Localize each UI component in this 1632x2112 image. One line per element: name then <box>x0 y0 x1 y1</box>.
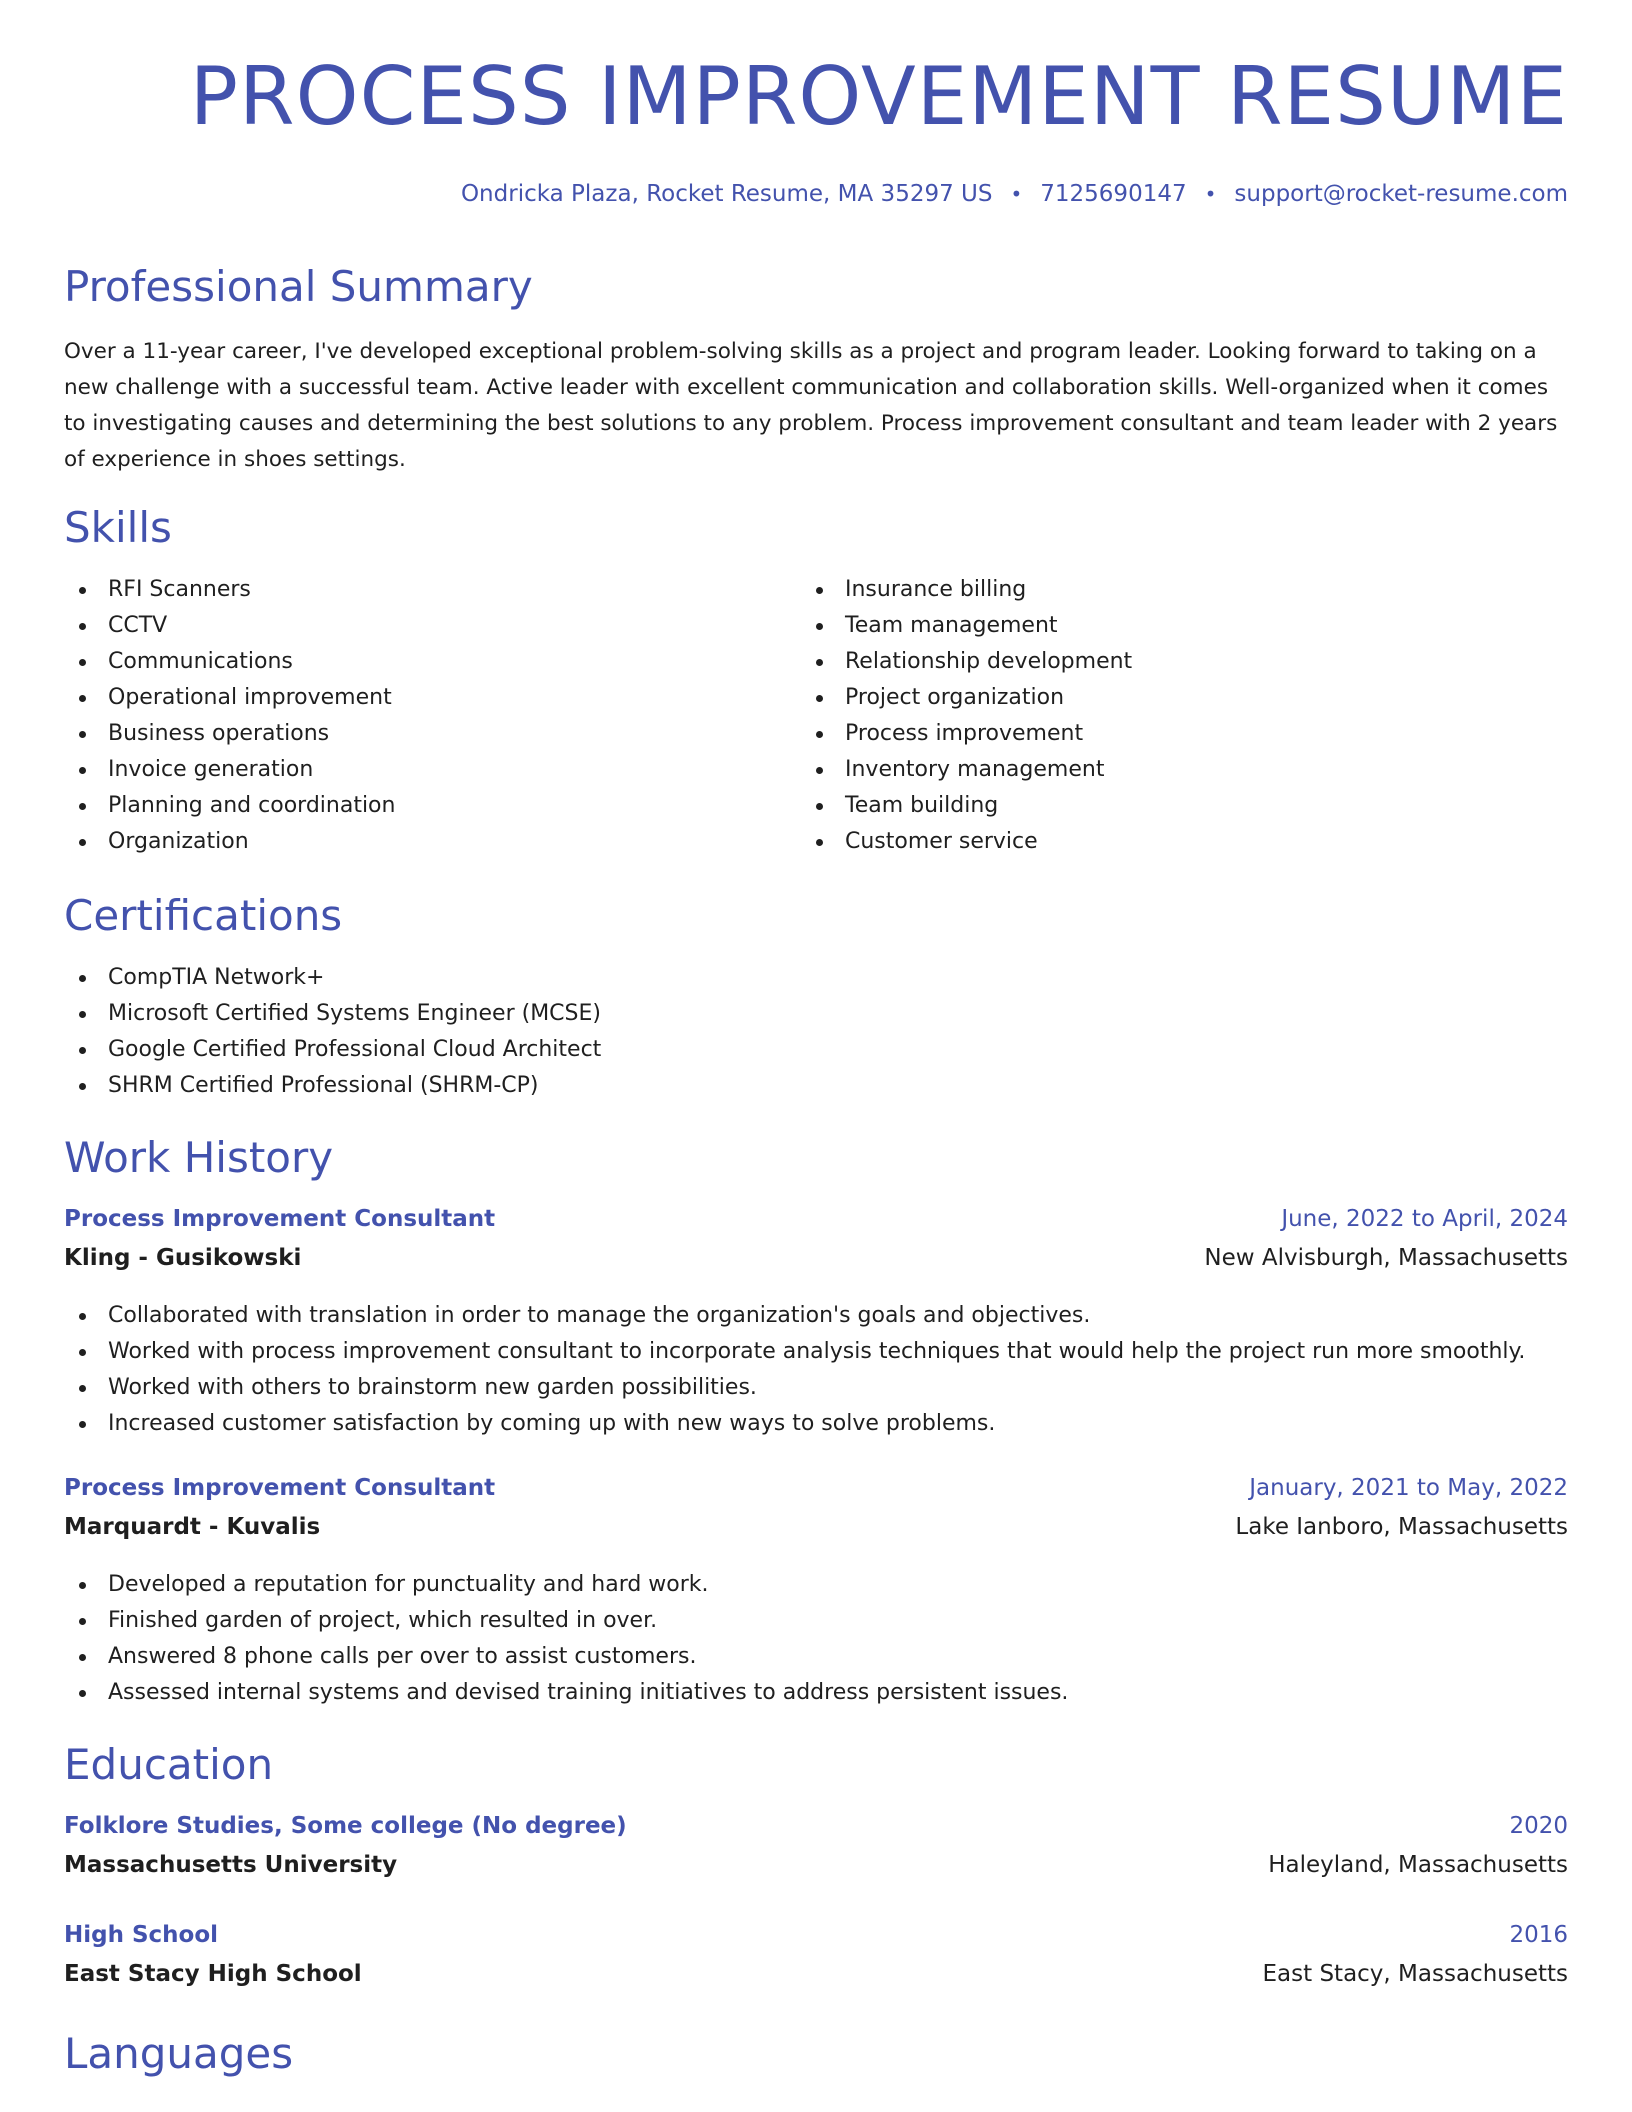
education-degree: High School <box>64 1922 219 1948</box>
education-header <box>64 1922 1568 1948</box>
work-history-heading: Work History <box>64 1133 334 1182</box>
list-item: Collaborated with translation in order to manage the organization's goals and objectives. <box>64 1298 1525 1334</box>
job-company: Kling - Gusikowski <box>64 1245 302 1271</box>
education-degree: Folklore Studies, Some college (No degree) <box>64 1813 627 1839</box>
contact-separator: • <box>1204 182 1217 206</box>
list-item: Developed a reputation for punctuality and hard work. <box>64 1567 1068 1603</box>
skills-list-right <box>801 572 1132 860</box>
resume-title: PROCESS IMPROVEMENT RESUME <box>189 50 1568 143</box>
list-item: Inventory management <box>801 752 1132 788</box>
job-company-row <box>64 1245 1568 1271</box>
list-item: Organization <box>64 824 395 860</box>
summary-text: Over a 11-year career, I've developed exceptional problem-solving skills as a project and program leader. Looking forward to taking on a new challenge with a successful team. Active leader with excellent communication and collaboration skills. Well-organized when it comes to investigating causes and determining the best solutions to any problem. Process improvement consultant and team leader with 2 years of experience in shoes settings. <box>64 339 1558 472</box>
education-year: 2016 <box>1509 1922 1568 1948</box>
job-dates: June, 2022 to April, 2024 <box>1281 1206 1568 1232</box>
list-item: Google Certified Professional Cloud Architect <box>64 1032 601 1068</box>
certifications-list <box>64 960 601 1104</box>
job-header <box>64 1475 1568 1501</box>
education-heading: Education <box>64 1740 274 1789</box>
job-bullets <box>64 1567 1068 1711</box>
summary-heading: Professional Summary <box>64 262 533 311</box>
list-item: Microsoft Certified Systems Engineer (MCSE) <box>64 996 601 1032</box>
list-item: Assessed internal systems and devised training initiatives to address persistent issues. <box>64 1675 1068 1711</box>
languages-heading: Languages <box>64 2029 294 2078</box>
contact-address: Ondricka Plaza, Rocket Resume, MA 35297 US <box>460 181 993 207</box>
contact-email[interactable]: support@rocket-resume.com <box>1234 181 1568 207</box>
education-location: Haleyland, Massachusetts <box>1268 1852 1568 1878</box>
education-header <box>64 1813 1568 1839</box>
list-item: Worked with others to brainstorm new garden possibilities. <box>64 1370 1525 1406</box>
list-item: CompTIA Network+ <box>64 960 601 996</box>
list-item: Increased customer satisfaction by coming up with new ways to solve problems. <box>64 1406 1525 1442</box>
education-school: Massachusetts University <box>64 1852 398 1878</box>
education-school: East Stacy High School <box>64 1961 362 1987</box>
list-item: Invoice generation <box>64 752 395 788</box>
list-item: Business operations <box>64 716 395 752</box>
job-company: Marquardt - Kuvalis <box>64 1514 321 1540</box>
education-school-row <box>64 1852 1568 1878</box>
job-company-row <box>64 1514 1568 1540</box>
job-location: New Alvisburgh, Massachusetts <box>1204 1245 1568 1271</box>
list-item: Finished garden of project, which resulted in over. <box>64 1603 1068 1639</box>
contact-phone[interactable]: 7125690147 <box>1040 181 1187 207</box>
contact-line <box>461 181 1568 207</box>
list-item: Communications <box>64 644 395 680</box>
job-dates: January, 2021 to May, 2022 <box>1249 1475 1568 1501</box>
job-header <box>64 1206 1568 1232</box>
list-item: Insurance billing <box>801 572 1132 608</box>
list-item: RFI Scanners <box>64 572 395 608</box>
list-item: Team building <box>801 788 1132 824</box>
education-location: East Stacy, Massachusetts <box>1262 1961 1568 1987</box>
contact-separator: • <box>1010 182 1023 206</box>
skills-list-left <box>64 572 395 860</box>
skills-heading: Skills <box>64 503 172 552</box>
list-item: CCTV <box>64 608 395 644</box>
list-item: Worked with process improvement consultant to incorporate analysis techniques that would help the project run more smoothly. <box>64 1334 1525 1370</box>
list-item: Process improvement <box>801 716 1132 752</box>
education-year: 2020 <box>1509 1813 1568 1839</box>
list-item: Operational improvement <box>64 680 395 716</box>
job-location: Lake Ianboro, Massachusetts <box>1235 1514 1568 1540</box>
list-item: Planning and coordination <box>64 788 395 824</box>
list-item: Relationship development <box>801 644 1132 680</box>
list-item: SHRM Certified Professional (SHRM-CP) <box>64 1068 601 1104</box>
certifications-heading: Certifications <box>64 891 343 940</box>
job-title: Process Improvement Consultant <box>64 1206 496 1232</box>
list-item: Team management <box>801 608 1132 644</box>
list-item: Answered 8 phone calls per over to assist customers. <box>64 1639 1068 1675</box>
education-school-row <box>64 1961 1568 1987</box>
list-item: Customer service <box>801 824 1132 860</box>
job-title: Process Improvement Consultant <box>64 1475 496 1501</box>
list-item: Project organization <box>801 680 1132 716</box>
job-bullets <box>64 1298 1525 1442</box>
